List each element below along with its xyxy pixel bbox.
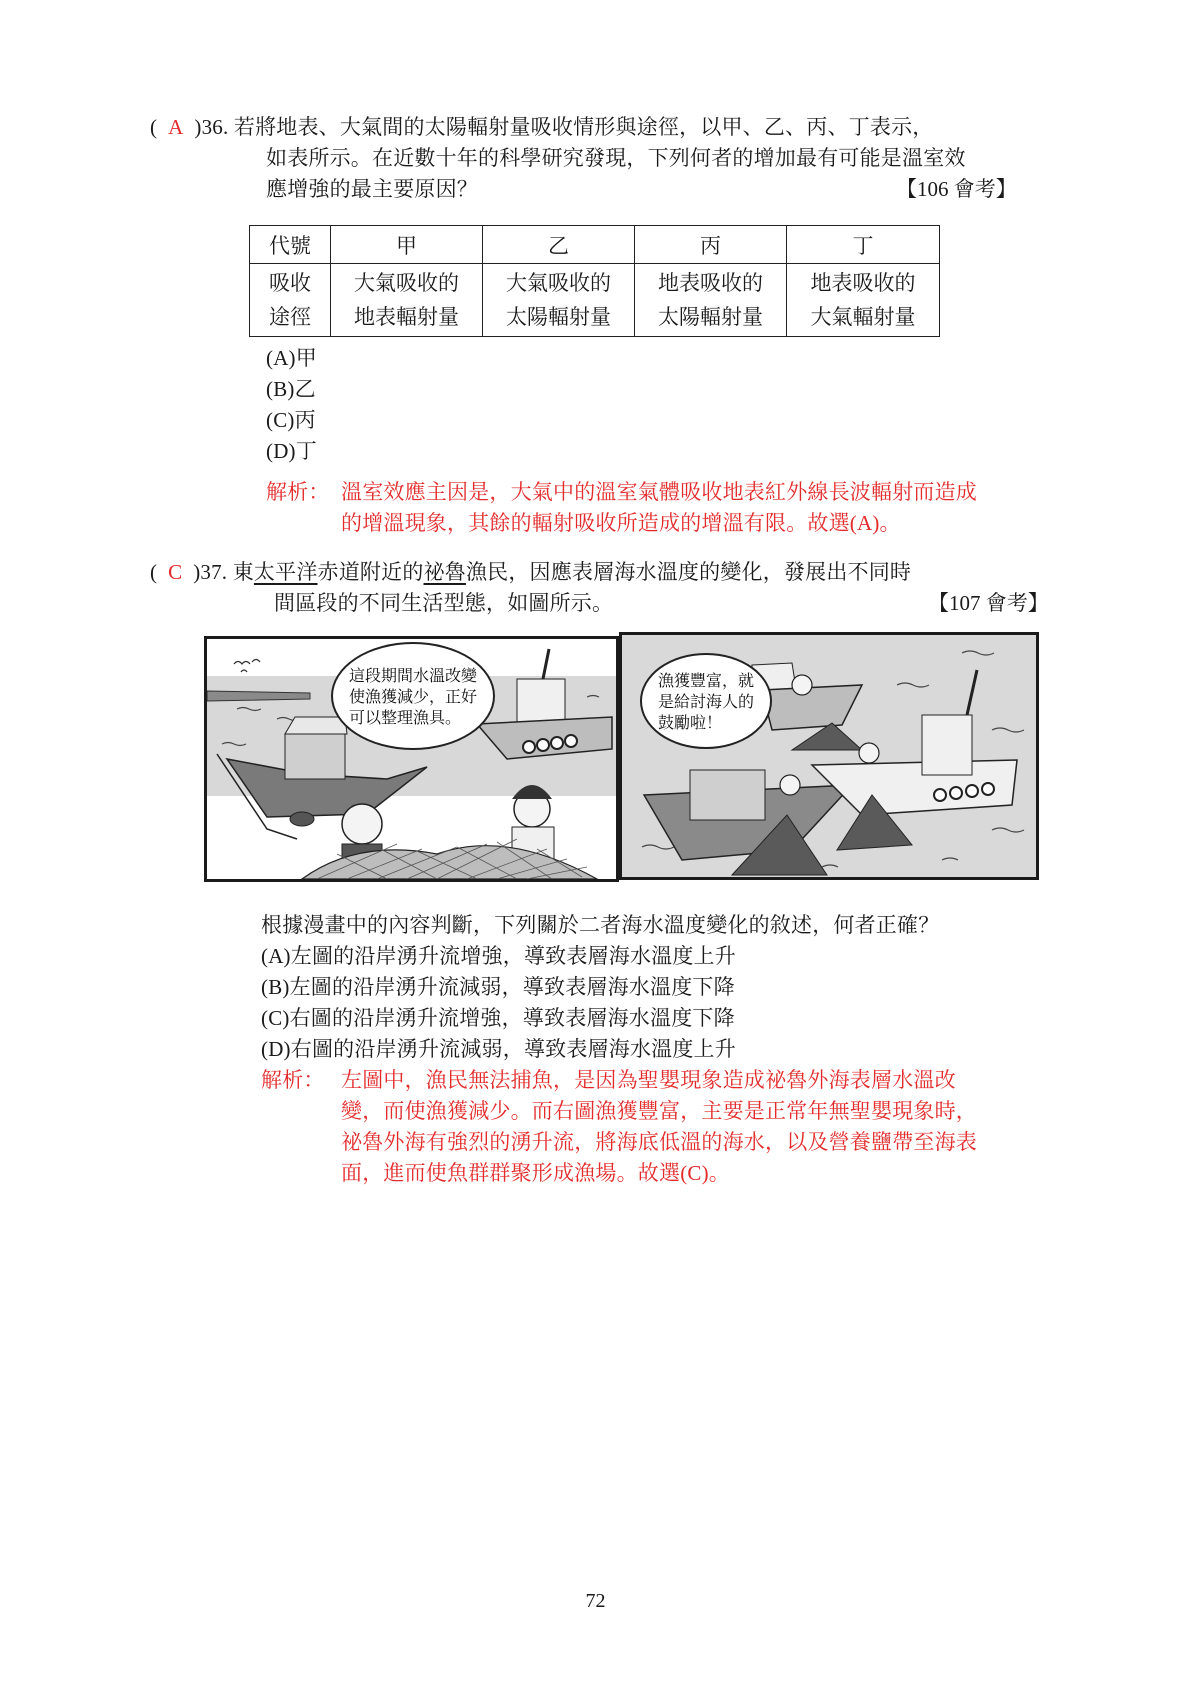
- option-d: (D)右圖的沿岸湧升流減弱，導致表層海水溫度上升: [261, 1037, 736, 1061]
- table-row-label: 吸收 途徑: [250, 264, 331, 337]
- answer-letter: C: [168, 560, 183, 584]
- table-header-row: [250, 226, 940, 264]
- analysis-line: 的增溫現象，其餘的輻射吸收所造成的增溫有限。故選(A)。: [341, 511, 901, 535]
- answer-paren-close: ): [182, 560, 201, 584]
- answer-paren-open: (: [150, 115, 169, 139]
- comic-panel-left: [204, 636, 619, 882]
- option-d: (D)丁: [266, 439, 317, 463]
- table-header-cell: 丙: [635, 226, 787, 264]
- stem-line: 間區段的不同生活型態，如圖所示。: [274, 591, 614, 615]
- table-cell: 大氣吸收的 地表輻射量: [331, 264, 483, 337]
- option-a: (A)左圖的沿岸湧升流增強，導致表層海水溫度上升: [261, 944, 736, 968]
- question-number: 37.: [200, 560, 228, 584]
- radiation-table: [249, 225, 940, 337]
- stem-line: 如表所示。在近數十年的科學研究發現，下列何者的增加最有可能是溫室效: [266, 146, 966, 170]
- table-header-cell: 丁: [787, 226, 940, 264]
- analysis-line: 溫室效應主因是，大氣中的溫室氣體吸收地表紅外線長波輻射而造成: [341, 480, 977, 504]
- question-number: 36.: [201, 115, 229, 139]
- table-cell: 地表吸收的 大氣輻射量: [787, 264, 940, 337]
- source-tag: 【107 會考】: [928, 591, 1049, 615]
- table-row: [250, 264, 940, 337]
- analysis-line: 變，而使漁獲減少。而右圖漁獲豐富，主要是正常年無聖嬰現象時，: [341, 1099, 977, 1123]
- option-b: (B)左圖的沿岸湧升流減弱，導致表層海水溫度下降: [261, 975, 735, 999]
- answer-letter: A: [168, 115, 184, 139]
- analysis-line: 左圖中，漁民無法捕魚，是因為聖嬰現象造成祕魯外海表層水溫改: [341, 1068, 956, 1092]
- analysis-line: 祕魯外海有強烈的湧升流，將海底低溫的海水，以及營養鹽帶至海表: [341, 1130, 977, 1154]
- question-37-line-1: ( C )37. 東太平洋赤道附近的祕魯漁民，因應表層海水溫度的變化，發展出不同時: [150, 560, 912, 584]
- table-header-cell: 乙: [483, 226, 635, 264]
- stem-line: 應增強的最主要原因？: [266, 177, 478, 201]
- page-number: 72: [585, 1590, 606, 1612]
- speech-bubble-right: 漁獲豐富，就 是給討海人的 鼓勵啦！: [640, 653, 772, 749]
- speech-bubble-left: 這段期間水溫改變 使漁獲減少，正好 可以整理漁具。: [331, 642, 495, 750]
- question-36-line-1: [150, 112, 933, 142]
- analysis-label: 解析：: [266, 480, 330, 504]
- answer-paren-close: ): [183, 115, 202, 139]
- question-prompt: 根據漫畫中的內容判斷，下列關於二者海水溫度變化的敘述，何者正確？: [261, 913, 940, 937]
- analysis-line: 面，進而使魚群群聚形成漁場。故選(C)。: [341, 1161, 730, 1185]
- option-c: (C)丙: [266, 408, 316, 432]
- comic-panel-right: [619, 632, 1039, 880]
- option-a: (A)甲: [266, 346, 317, 370]
- option-c: (C)右圖的沿岸湧升流增強，導致表層海水溫度下降: [261, 1006, 735, 1030]
- place-name-pacific: 太平洋: [253, 560, 318, 584]
- table-cell: 大氣吸收的 太陽輻射量: [483, 264, 635, 337]
- answer-paren-open: (: [150, 560, 169, 584]
- table-header-cell: 甲: [331, 226, 483, 264]
- table-cell: 地表吸收的 太陽輻射量: [635, 264, 787, 337]
- table-header-cell: 代號: [250, 226, 331, 264]
- option-b: (B)乙: [266, 377, 316, 401]
- analysis-label: 解析：: [261, 1068, 325, 1092]
- source-tag: 【106 會考】: [896, 177, 1017, 201]
- place-name-peru: 祕魯: [423, 560, 466, 584]
- stem-line: 若將地表、大氣間的太陽輻射量吸收情形與途徑，以甲、乙、丙、丁表示，: [233, 115, 934, 139]
